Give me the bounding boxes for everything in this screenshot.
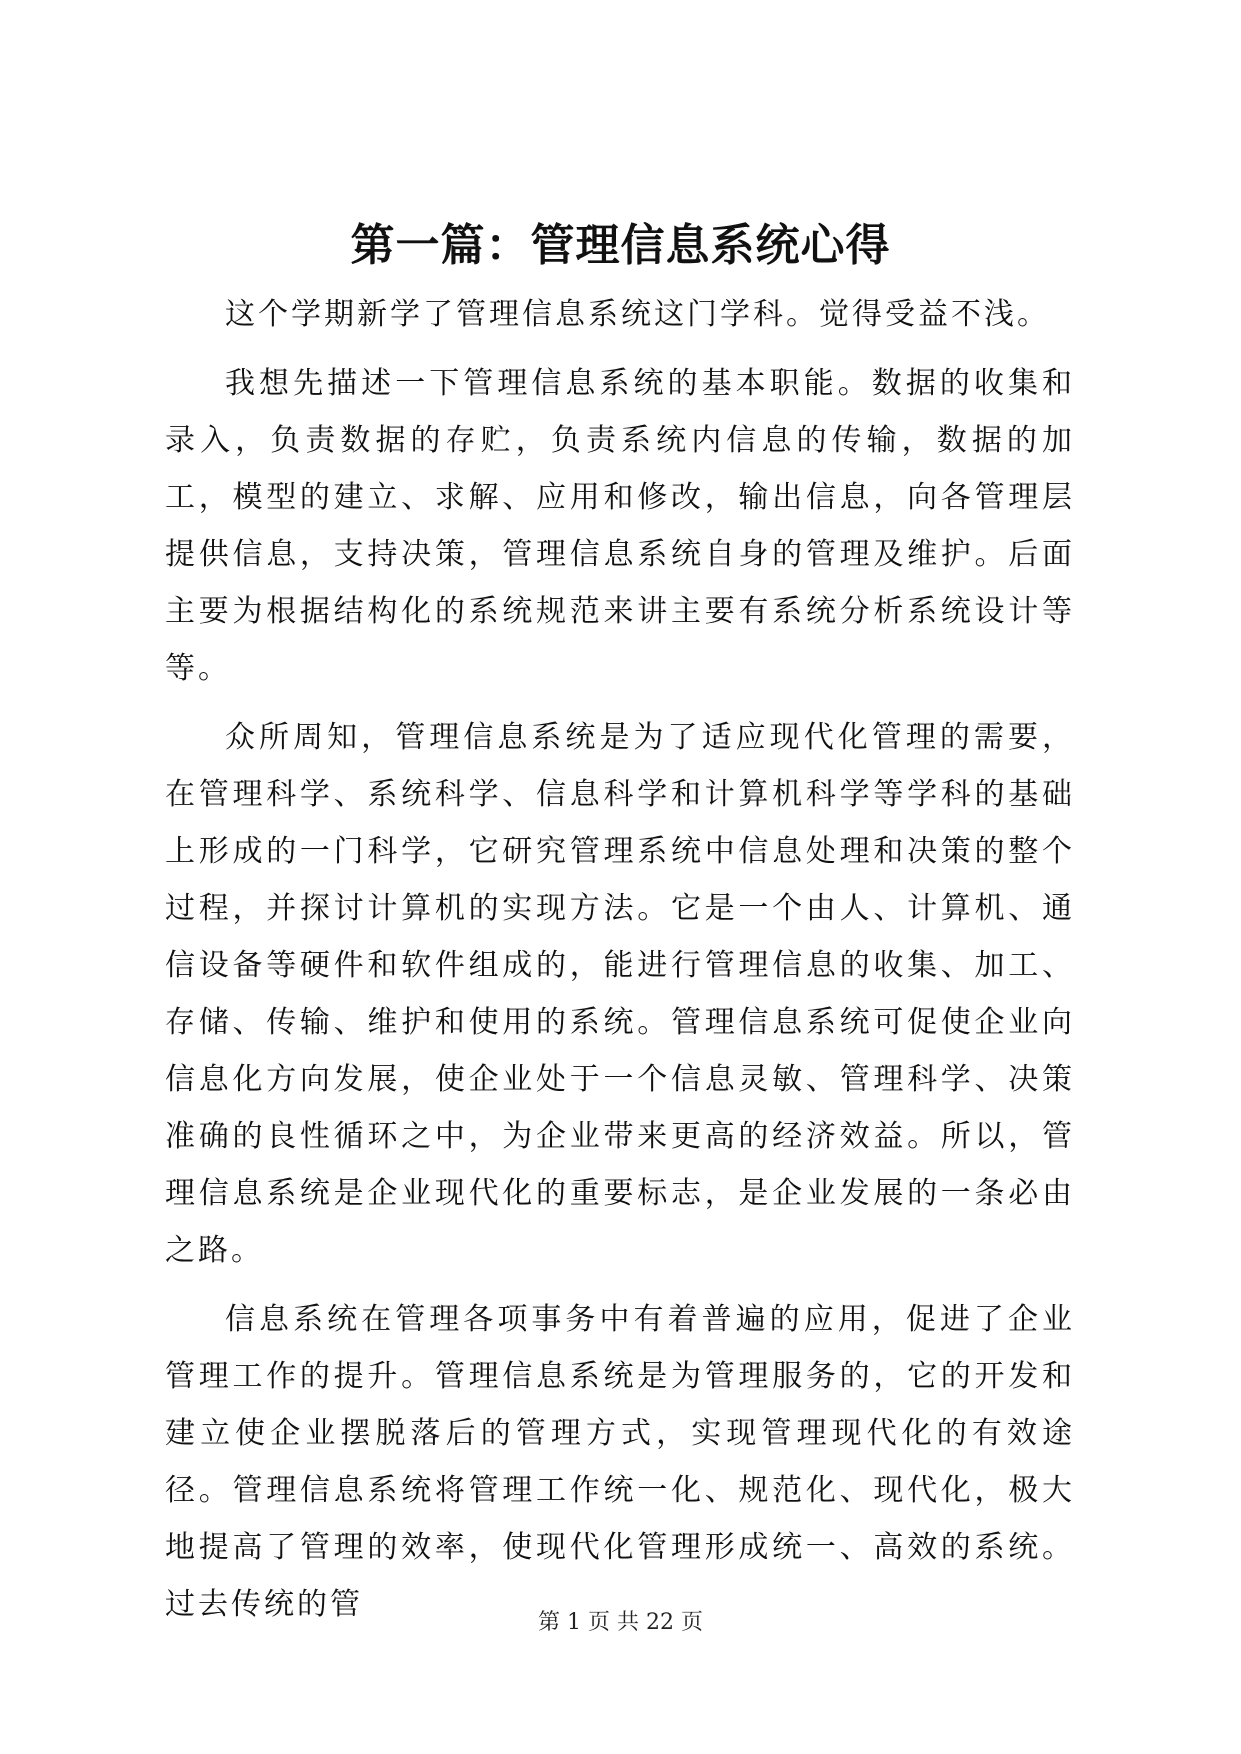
paragraph-3: 众所周知，管理信息系统是为了适应现代化管理的需要，在管理科学、系统科学、信息科学和计算机科学等学科的基础上形成的一门科学，它研究管理系统中信息处理和决策的整个过程，并探讨计算机的实现方法。它是一个由人、计算机、通信设备等硬件和软件组成的，能进行管理信息的收集、加工、存储、传输、维护和使用的系统。管理信息系统可促使企业向信息化方向发展，使企业处于一个信息灵敏、管理科学、决策准确的良性循环之中，为企业带来更高的经济效益。所以，管理信息系统是企业现代化的重要标志，是企业发展的一条必由之路。 — [165, 720, 1075, 1268]
paragraph-4: 信息系统在管理各项事务中有着普遍的应用，促进了企业管理工作的提升。管理信息系统是为管理服务的，它的开发和建立使企业摆脱落后的管理方式，实现管理现代化的有效途径。管理信息系统将管理工作统一化、规范化、现代化，极大地提高了管理的效率，使现代化管理形成统一、高效的系统。过去传统的管 — [165, 1302, 1075, 1622]
paragraph-2: 我想先描述一下管理信息系统的基本职能。数据的收集和录入，负责数据的存贮，负责系统内信息的传输，数据的加工，模型的建立、求解、应用和修改，输出信息，向各管理层提供信息，支持决策，管理信息系统自身的管理及维护。后面主要为根据结构化的系统规范来讲主要有系统分析系统设计等等。 — [165, 366, 1075, 686]
document-body — [165, 286, 1075, 1633]
paragraph-1: 这个学期新学了管理信息系统这门学科。觉得受益不浅。 — [225, 297, 1050, 332]
page-number-footer: 第 1 页 共 22 页 — [538, 1610, 703, 1635]
document-title: 第一篇：管理信息系统心得 — [350, 220, 891, 271]
